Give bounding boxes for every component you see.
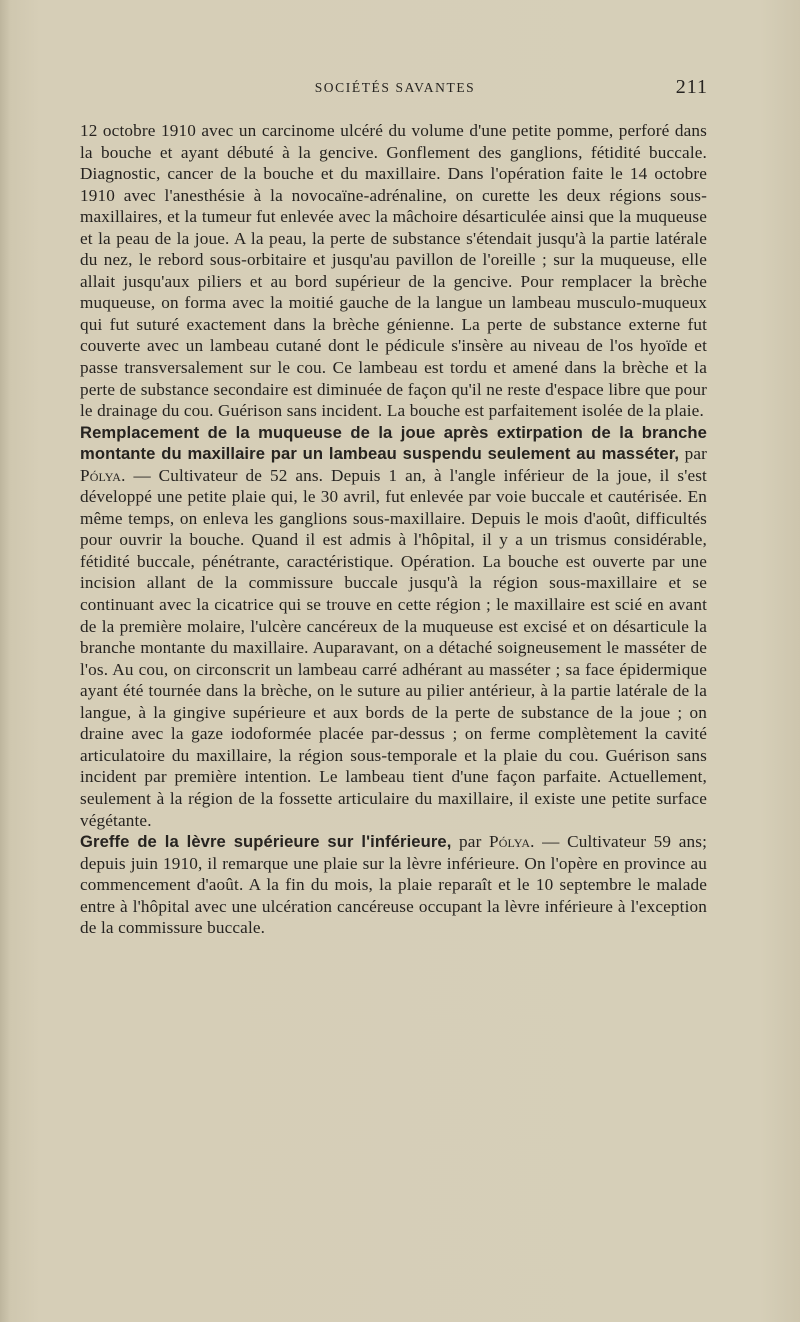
paragraph-text: . — Cultivateur de 52 ans. Depuis 1 an, à l'angle inférieur de la joue, il s'est développé une petite plaie qui, le 30 avril, fut enlevée par voie buccale et cautérisée. En même temps, on enleva les ganglions sous-maxillaire. Depuis le mois d'août, difficultés pour ouvrir la bouche. Quand il est admis à l'hôpital, il y a un trismus considérable, fétidité buccale, pénétrante, caractéristique. Opération. La bouche est ouverte par une incision allant de la commissure buccale jusqu'à la région sous-maxillaire et se continuant avec la cicatrice qui se trouve en cette région ; le maxillaire est scié en avant de la première molaire, l'ulcère cancéreux de la muqueuse est excisé et on désarticule la branche montante du maxillaire. Auparavant, on a détaché soigneusement le masséter de l'os. Au cou, on circonscrit un lambeau carré adhérant au masséter ; sa face épidermique ayant été tournée dans la brèche, on le suture au pilier antérieur, à la partie latérale de la langue, à la gingive supérieure et aux bords de la perte de substance de la joue ; on draine avec la gaze iodoformée placée par-dessus ; on ferme complètement la cavité articulatoire du maxillaire, la région sous-temporale et la plaie du cou. Guérison sans incident par première intention. Le lambeau tient d'une façon parfaite. Actuellement, seulement à la région de la fossette articulaire du maxillaire, il existe une petite surface végétante.	[80, 465, 707, 830]
author-prefix: par	[679, 444, 707, 464]
running-head: SOCIÉTÉS SAVANTES	[314, 80, 476, 95]
author-name: Pólya	[80, 465, 122, 485]
paragraph-text: . — Cultivateur 59 ans; depuis juin 1910, il remarque une plaie sur la lèvre inférieure. On l'opère en province au commencement d'août. A la fin du mois, la plaie reparaît et le 10 septembre le malade entre à l'hôpital avec une ulcération cancéreuse occupant la lèvre inférieure à l'exception de la commissure buccale.	[80, 832, 707, 938]
section-heading-remplacement-muqueuse: Remplacement de la muqueuse de la joue après extirpation de la branche montante du maxillaire par un lambeau suspendu seulement au masséter,	[80, 422, 707, 464]
paragraph-case-2	[80, 422, 707, 831]
author-name: Pólya	[489, 832, 531, 852]
paragraph-case-3	[80, 831, 707, 939]
page-header	[80, 76, 710, 100]
paragraph-case-1: 12 octobre 1910 avec un carcinome ulcéré du volume d'une petite pomme, perforé dans la bouche et ayant débuté à la gencive. Gonflement des ganglions, fétidité buccale. Diagnostic, cancer de la bouche et du maxillaire. Dans l'opération faite le 14 octobre 1910 avec l'anesthésie à la novocaïne-adrénaline, on curette les deux régions sous-maxillaires, et la tumeur fut enlevée avec la mâchoire désarticulée ainsi que la muqueuse et la peau de la joue. A la peau, la perte de substance s'étendait jusqu'à la partie latérale du nez, le rebord sous-orbitaire et jusqu'au pavillon de l'oreille ; sur la muqueuse, elle allait jusqu'aux piliers et au bord supérieur de la gencive. Pour remplacer la brèche muqueuse, on forma avec la moitié gauche de la langue un lambeau musculo-muqueux qui fut suturé exactement dans la brèche génienne. La perte de substance externe fut couverte avec un lambeau cutané dont le pédicule s'insère au niveau de l'os hyoïde et passe transversalement sur le cou. Ce lambeau est tordu et amené dans la brèche et la perte de substance secondaire est diminuée de façon qu'il ne reste d'espace libre que pour le drainage du cou. Guérison sans incident. La bouche est parfaitement isolée de la plaie.	[80, 121, 707, 421]
article-body	[80, 120, 707, 939]
author-prefix: par	[451, 832, 490, 852]
section-heading-greffe-levre: Greffe de la lèvre supérieure sur l'inférieure,	[80, 832, 452, 852]
page-number: 211	[675, 76, 708, 98]
